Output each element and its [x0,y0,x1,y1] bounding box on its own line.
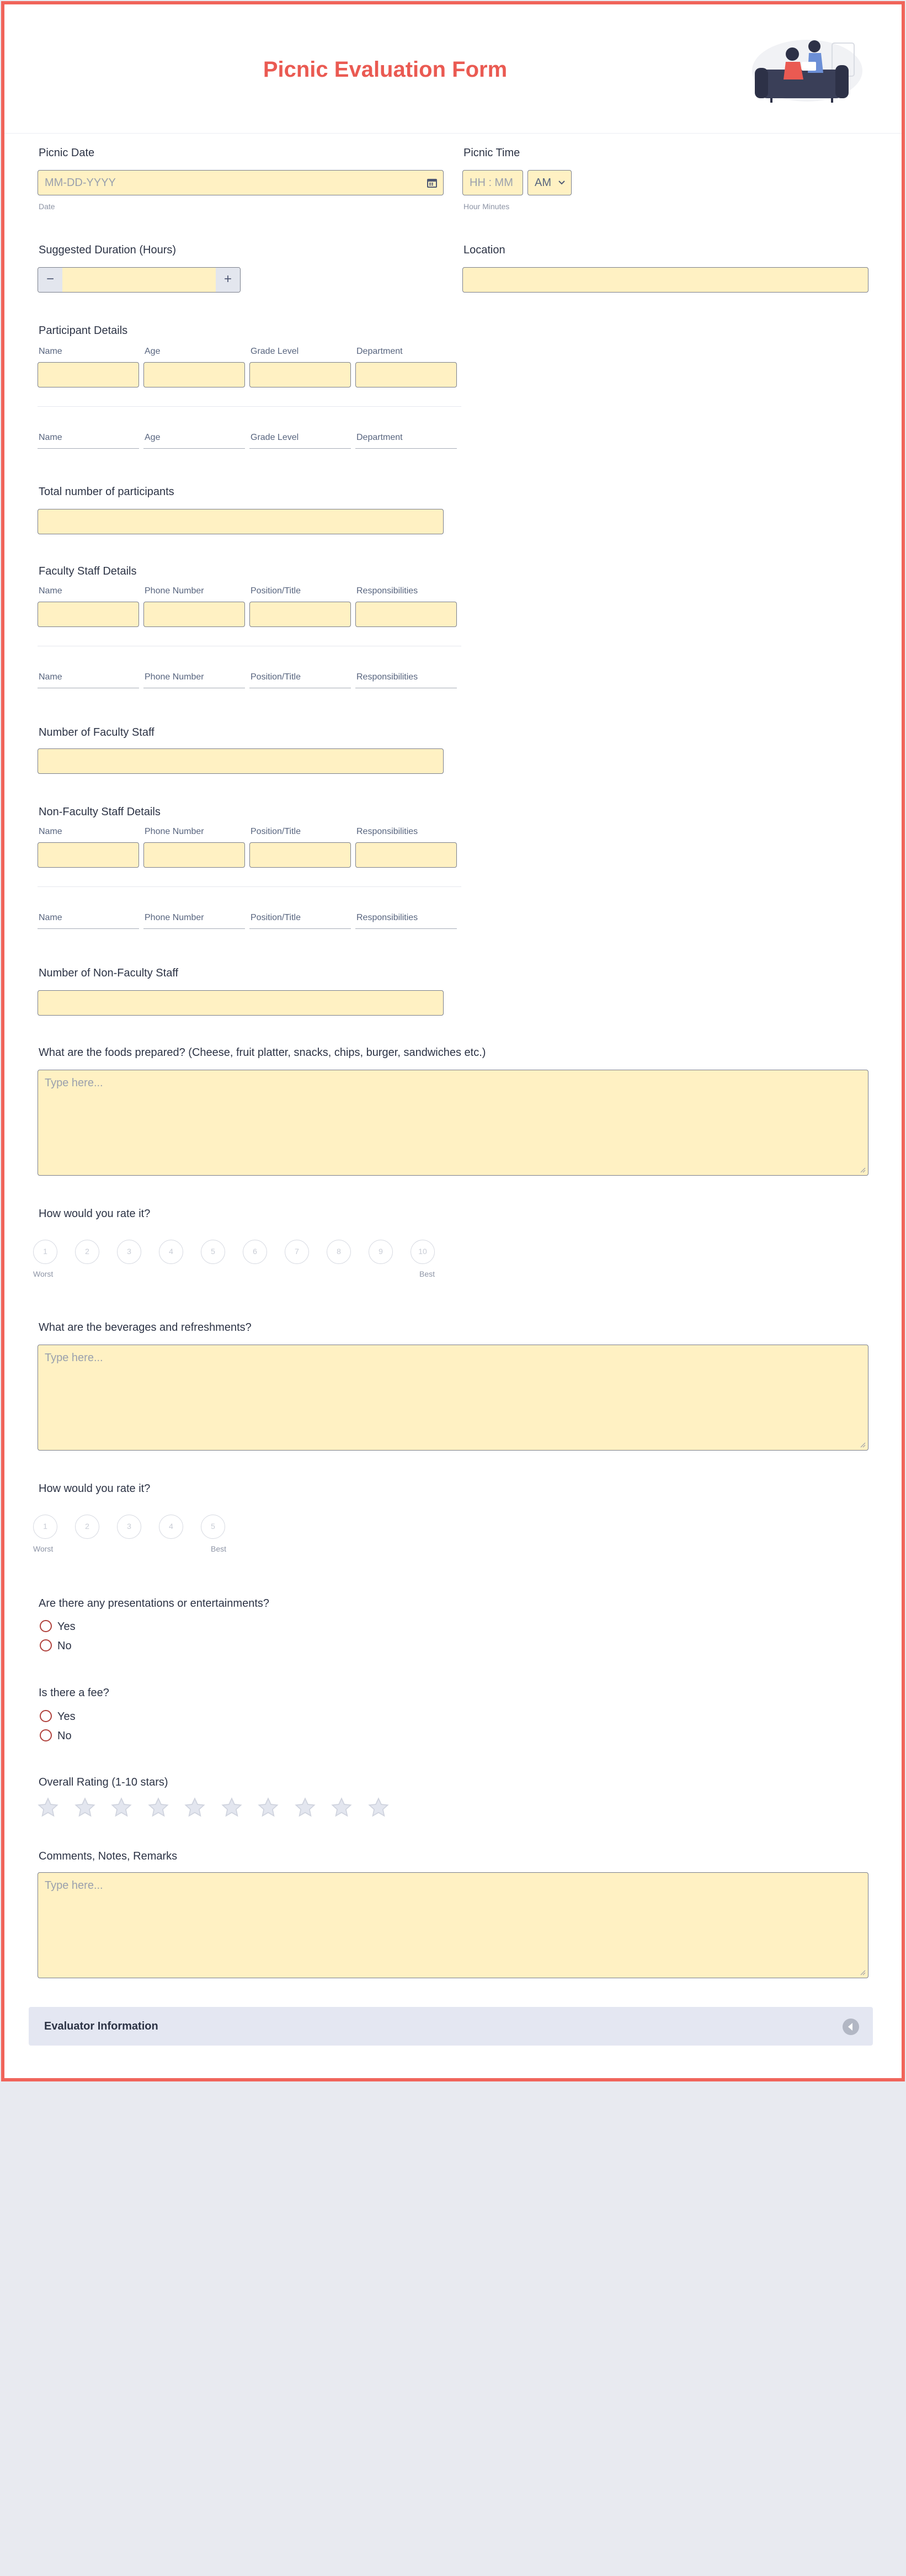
increment-button[interactable]: + [216,268,240,292]
rating-option-5[interactable]: 5 [201,1240,225,1264]
beverages-textarea[interactable] [38,1345,868,1451]
faculty-row2-label: Name [39,672,62,682]
participant-row2-input[interactable] [249,448,351,449]
rating-option-3[interactable]: 3 [117,1240,141,1264]
foods-rating-label: How would you rate it? [39,1208,151,1220]
participant-cell-input[interactable] [38,362,139,387]
star-icon[interactable] [220,1796,243,1819]
star-icon[interactable] [183,1796,206,1819]
rating-option-4[interactable]: 4 [159,1515,183,1539]
participant-column-header: Grade Level [251,347,299,356]
star-icon[interactable] [367,1796,390,1819]
non-faculty-cell-input[interactable] [38,842,139,868]
evaluator-section-title: Evaluator Information [44,2020,158,2032]
rating-option-3[interactable]: 3 [117,1515,141,1539]
overall-rating-label: Overall Rating (1-10 stars) [39,1776,168,1788]
duration-stepper[interactable] [38,267,241,293]
non-faculty-column-header: Responsibilities [356,827,418,836]
participant-column-header: Department [356,347,403,356]
rating-option-10[interactable]: 10 [411,1240,435,1264]
non-faculty-row2-input[interactable] [38,928,139,929]
faculty-count-label: Number of Faculty Staff [39,726,154,739]
non-faculty-cell-input[interactable] [249,842,351,868]
beverages-placeholder: Type here... [45,1352,103,1364]
ampm-value: AM [535,177,551,189]
participant-row2-label: Name [39,433,62,442]
rating-option-7[interactable]: 7 [285,1240,309,1264]
chevron-down-icon [558,179,566,186]
calendar-icon[interactable] [427,177,438,188]
duration-label: Suggested Duration (Hours) [39,244,177,256]
picnic-date-input[interactable] [38,170,444,195]
non-faculty-row2-label: Name [39,913,62,922]
picnic-time-input[interactable] [462,170,523,195]
non-faculty-column-header: Position/Title [251,827,301,836]
non-faculty-cell-input[interactable] [355,842,457,868]
star-icon[interactable] [147,1796,170,1819]
total-participants-input[interactable] [38,509,444,534]
non-faculty-column-header: Phone Number [145,827,204,836]
faculty-row2-label: Phone Number [145,672,204,682]
fee-no-radio[interactable] [40,1729,52,1741]
rating-option-1[interactable]: 1 [33,1240,57,1264]
star-icon[interactable] [294,1796,317,1819]
presentations-yes-label[interactable]: Yes [57,1621,76,1633]
faculty-cell-input[interactable] [355,602,457,627]
foods-label: What are the foods prepared? (Cheese, fruit platter, snacks, chips, burger, sandwiches etc.) [39,1047,486,1059]
chevron-left-icon[interactable] [842,2018,860,2036]
participant-row2-input[interactable] [143,448,245,449]
picnic-date-label: Picnic Date [39,147,95,159]
non-faculty-row2-label: Phone Number [145,913,204,922]
location-label: Location [463,244,505,256]
faculty-row2-label: Responsibilities [356,672,418,682]
rating-option-8[interactable]: 8 [327,1240,351,1264]
star-icon[interactable] [36,1796,60,1819]
beverages-rating-label: How would you rate it? [39,1483,151,1495]
comments-textarea[interactable] [38,1872,868,1978]
faculty-column-header: Phone Number [145,586,204,596]
total-participants-label: Total number of participants [39,486,174,498]
star-icon[interactable] [330,1796,353,1819]
beverages-rating-best: Best [211,1544,227,1553]
presentations-no-label[interactable]: No [57,1640,72,1652]
star-icon[interactable] [257,1796,280,1819]
resize-grip-icon[interactable] [860,1970,866,1975]
participant-row2-label: Department [356,433,403,442]
participant-column-header: Age [145,347,161,356]
form-card [1,1,905,2081]
faculty-cell-input[interactable] [249,602,351,627]
participant-row2-label: Age [145,433,161,442]
non-faculty-row2-label: Responsibilities [356,913,418,922]
form-header [4,4,902,134]
foods-placeholder: Type here... [45,1077,103,1089]
non-faculty-row2-input[interactable] [143,928,245,929]
picnic-date-sublabel: Date [39,202,55,211]
picnic-time-sublabel: Hour Minutes [463,202,510,211]
faculty-row2-label: Position/Title [251,672,301,682]
ampm-select[interactable] [527,170,572,195]
rating-option-5[interactable]: 5 [201,1515,225,1539]
participant-row2-label: Grade Level [251,433,299,442]
rating-option-9[interactable]: 9 [369,1240,393,1264]
participant-column-header: Name [39,347,62,356]
faculty-column-header: Name [39,586,62,596]
location-input[interactable] [462,267,868,293]
faculty-count-input[interactable] [38,748,444,774]
non-faculty-count-input[interactable] [38,990,444,1016]
star-icon[interactable] [73,1796,97,1819]
participant-row2-input[interactable] [355,448,457,449]
form-title: Picnic Evaluation Form [263,57,508,82]
rating-option-4[interactable]: 4 [159,1240,183,1264]
participant-cell-input[interactable] [249,362,351,387]
beverages-rating-worst: Worst [33,1544,54,1553]
decrement-button[interactable]: − [38,268,62,292]
non-faculty-row2-label: Position/Title [251,913,301,922]
faculty-details-label: Faculty Staff Details [39,565,137,577]
rating-option-6[interactable]: 6 [243,1240,267,1264]
participant-row-divider [38,406,461,407]
comments-placeholder: Type here... [45,1879,103,1892]
star-icon[interactable] [110,1796,133,1819]
presentations-yes-radio[interactable] [40,1620,52,1632]
presentations-no-radio[interactable] [40,1639,52,1651]
participant-cell-input[interactable] [355,362,457,387]
faculty-column-header: Position/Title [251,586,301,596]
participant-cell-input[interactable] [143,362,245,387]
non-faculty-row-divider [38,886,461,887]
participant-details-label: Participant Details [39,325,128,337]
foods-rating-worst: Worst [33,1270,54,1278]
non-faculty-cell-input[interactable] [143,842,245,868]
presentations-label: Are there any presentations or entertainments? [39,1597,270,1610]
rating-option-1[interactable]: 1 [33,1515,57,1539]
non-faculty-row2-input[interactable] [355,928,457,929]
non-faculty-count-label: Number of Non-Faculty Staff [39,967,179,979]
picnic-time-label: Picnic Time [463,147,520,159]
foods-textarea[interactable] [38,1070,868,1176]
faculty-column-header: Responsibilities [356,586,418,596]
non-faculty-column-header: Name [39,827,62,836]
evaluator-section-header[interactable] [29,2007,873,2046]
fee-label: Is there a fee? [39,1687,109,1699]
participant-row2-input[interactable] [38,448,139,449]
rating-option-2[interactable]: 2 [75,1240,99,1264]
faculty-cell-input[interactable] [38,602,139,627]
faculty-cell-input[interactable] [143,602,245,627]
resize-grip-icon[interactable] [860,1442,866,1448]
beverages-label: What are the beverages and refreshments? [39,1321,252,1334]
non-faculty-details-label: Non-Faculty Staff Details [39,806,161,818]
fee-yes-radio[interactable] [40,1710,52,1722]
non-faculty-row2-input[interactable] [249,928,351,929]
foods-rating-best: Best [419,1270,435,1278]
fee-yes-label[interactable]: Yes [57,1711,76,1723]
picnic-illustration [749,38,865,104]
rating-option-2[interactable]: 2 [75,1515,99,1539]
fee-no-label[interactable]: No [57,1730,72,1742]
picnic-date-placeholder: MM-DD-YYYY [45,177,116,189]
comments-label: Comments, Notes, Remarks [39,1850,178,1862]
picnic-time-placeholder: HH : MM [470,177,513,189]
resize-grip-icon[interactable] [860,1167,866,1173]
